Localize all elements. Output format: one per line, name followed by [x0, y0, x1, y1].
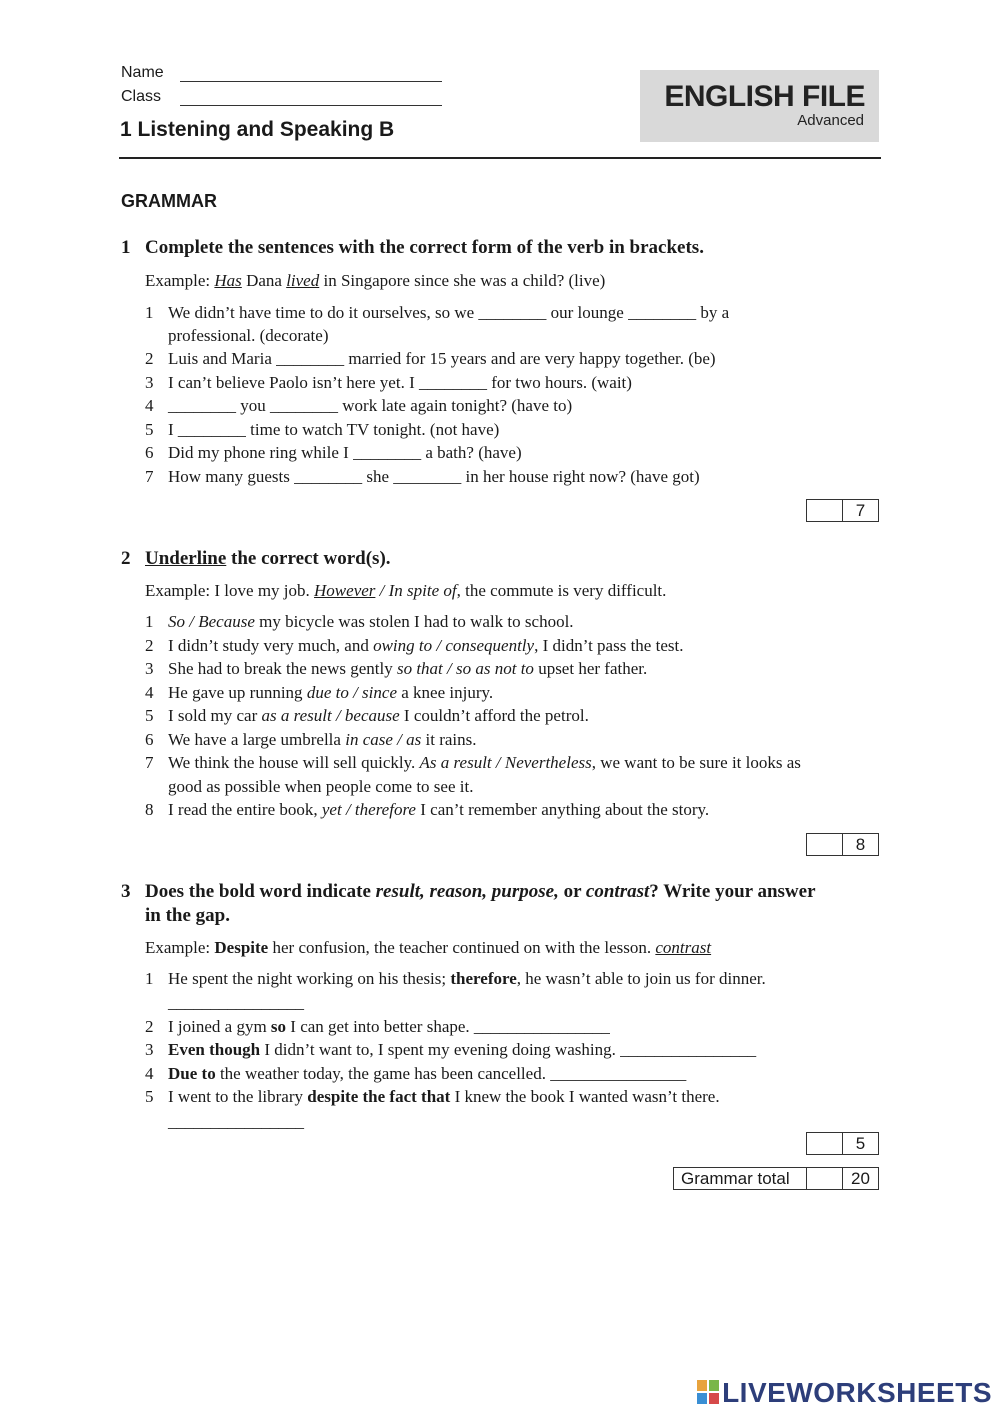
q3-score-max: 5	[842, 1132, 879, 1155]
q2-item-choices[interactable]: So / Because	[168, 612, 255, 631]
q1-instruction: Complete the sentences with the correct form of the verb in brackets.	[145, 237, 704, 258]
q2-item-post: , we want to be sure it looks as	[591, 753, 801, 772]
q1-item-text-continued: professional. (decorate)	[168, 326, 329, 345]
q2-item-pre: I didn’t study very much, and	[168, 636, 374, 655]
q2-item-pre: She had to break the news gently	[168, 659, 397, 678]
q1-item-number: 2	[145, 349, 154, 368]
q3-item-number: 4	[145, 1064, 154, 1083]
q2-score-max: 8	[842, 833, 879, 856]
q2-item-post: upset her father.	[533, 659, 648, 678]
example-answer: However	[314, 581, 376, 600]
q1-item-number: 1	[145, 303, 154, 322]
q3-item-number: 1	[145, 969, 154, 988]
q2-item-text	[168, 753, 801, 773]
header-divider	[119, 157, 881, 159]
example-mid: Dana	[241, 271, 287, 290]
q3-item-text	[168, 969, 766, 989]
q3-instr-end: ? Write your answer	[649, 881, 816, 902]
example-bold-word: Despite	[214, 938, 269, 957]
q3-instruction	[145, 881, 816, 903]
section-title: GRAMMAR	[121, 191, 217, 211]
example-prefix: Example:	[145, 271, 215, 290]
q2-item-number: 7	[145, 753, 154, 772]
example-sentence: her confusion, the teacher continued on with the lesson.	[268, 938, 656, 957]
q1-example	[145, 271, 605, 291]
q1-item-text[interactable]: I can’t believe Paolo isn’t here yet. I ________ for two hours. (wait)	[168, 373, 632, 392]
q2-item-number: 3	[145, 659, 154, 678]
example-answer: contrast	[655, 938, 712, 957]
example-answer-2: lived	[286, 271, 320, 290]
q3-item-number: 2	[145, 1017, 154, 1036]
q2-item-pre: I sold my car	[168, 706, 262, 725]
q2-item-pre: I read the entire book,	[168, 800, 322, 819]
q3-item-number: 5	[145, 1087, 154, 1106]
q1-item-text[interactable]: We didn’t have time to do it ourselves, so we ________ our lounge ________ by a	[168, 303, 730, 322]
q3-item-pre: He spent the night working on his thesis;	[168, 969, 451, 988]
name-field-line[interactable]	[180, 81, 442, 82]
page-title: 1 Listening and Speaking B	[120, 118, 395, 141]
q2-item-text	[168, 683, 493, 703]
q2-item-choices[interactable]: so that / so as not to	[396, 659, 534, 678]
q2-item-text	[168, 730, 477, 750]
q1-score-max: 7	[842, 499, 879, 522]
english-file-logo	[640, 70, 879, 142]
q2-item-post: I couldn’t afford the petrol.	[399, 706, 589, 725]
example-suffix: in Singapore since she was a child? (live)	[319, 271, 606, 290]
example-answer-1: Has	[214, 271, 242, 290]
q3-item-text[interactable]	[168, 1040, 756, 1060]
example-prefix: Example: I love my job.	[145, 581, 315, 600]
q3-answer-gap[interactable]: ________________	[168, 993, 304, 1012]
q1-item-text[interactable]: ________ you ________ work late again tonight? (have to)	[168, 396, 573, 415]
q1-item-text[interactable]: I ________ time to watch TV tonight. (not have)	[168, 420, 500, 439]
q3-item-post: I didn’t want to, I spent my evening doing washing. ________________	[260, 1040, 757, 1059]
q2-item-text	[168, 612, 574, 632]
q2-item-choices[interactable]: as a result / because	[261, 706, 400, 725]
q1-item-number: 3	[145, 373, 154, 392]
q2-instruction-rest: the correct word(s).	[226, 548, 391, 569]
q2-item-post: it rains.	[421, 730, 477, 749]
q2-item-post: a knee injury.	[396, 683, 494, 702]
q2-item-text	[168, 800, 709, 820]
q1-item-text[interactable]: Luis and Maria ________ married for 15 years and are very happy together. (be)	[168, 349, 716, 368]
q3-instruction-continued: in the gap.	[145, 905, 230, 926]
q2-example	[145, 581, 666, 601]
class-label: Class	[121, 88, 162, 105]
q2-item-choices[interactable]: due to / since	[306, 683, 397, 702]
example-suffix: , the commute is very difficult.	[456, 581, 667, 600]
logo-sub-text: Advanced	[797, 112, 864, 129]
q2-item-pre: He gave up running	[168, 683, 307, 702]
q2-item-number: 2	[145, 636, 154, 655]
liveworksheets-text: LIVEWORKSHEETS	[722, 1377, 992, 1408]
q2-item-number: 1	[145, 612, 154, 631]
q1-item-text[interactable]: How many guests ________ she ________ in her house right now? (have got)	[168, 467, 700, 486]
grammar-total-max: 20	[842, 1167, 879, 1190]
q3-item-post: , he wasn’t able to join us for dinner.	[516, 969, 766, 988]
q1-item-text[interactable]: Did my phone ring while I ________ a bath? (have)	[168, 443, 522, 462]
q3-item-post: I knew the book I wanted wasn’t there.	[450, 1087, 720, 1106]
q2-instruction	[145, 548, 391, 570]
q3-score-input[interactable]	[806, 1132, 843, 1155]
name-label: Name	[121, 64, 164, 81]
q2-instruction-underline: Underline	[145, 548, 227, 569]
q3-instr-options: result, reason, purpose,	[375, 881, 559, 902]
class-field-line[interactable]	[180, 105, 442, 106]
q3-item-bold: so	[270, 1017, 287, 1036]
q2-item-text	[168, 636, 683, 656]
q2-item-pre: We have a large umbrella	[168, 730, 346, 749]
q2-item-post: my bicycle was stolen I had to walk to school.	[254, 612, 574, 631]
q3-item-bold: Due to	[168, 1064, 216, 1083]
q3-instr-part: Does the bold word indicate	[145, 881, 376, 902]
q2-item-pre: We think the house will sell quickly.	[168, 753, 420, 772]
grammar-total-input[interactable]	[806, 1167, 843, 1190]
q3-item-bold: despite the fact that	[307, 1087, 451, 1106]
q3-number: 3	[121, 881, 131, 902]
example-option: / In spite of	[375, 581, 457, 600]
grammar-total-label: Grammar total	[673, 1167, 807, 1190]
q3-item-bold: Even though	[168, 1040, 261, 1059]
q2-item-post: I can’t remember anything about the story.	[415, 800, 710, 819]
q2-item-number: 5	[145, 706, 154, 725]
q2-item-choices[interactable]: owing to / consequently	[373, 636, 535, 655]
q1-item-number: 4	[145, 396, 154, 415]
q3-answer-gap[interactable]: ________________	[168, 1112, 304, 1131]
q2-item-choices[interactable]: in case / as	[345, 730, 422, 749]
logo-main-text: ENGLISH FILE	[664, 80, 865, 113]
q3-item-post: the weather today, the game has been cancelled. ________________	[215, 1064, 687, 1083]
q1-item-number: 7	[145, 467, 154, 486]
example-prefix: Example:	[145, 938, 215, 957]
q2-item-choices[interactable]: yet / therefore	[321, 800, 416, 819]
q2-item-choices[interactable]: As a result / Nevertheless	[419, 753, 592, 772]
q3-item-post: I can get into better shape. ________________	[286, 1017, 610, 1036]
liveworksheets-icon	[696, 1379, 720, 1405]
q3-instr-contrast: contrast	[585, 881, 650, 902]
q2-item-number: 6	[145, 730, 154, 749]
q2-item-number: 4	[145, 683, 154, 702]
q2-number: 2	[121, 548, 131, 569]
q3-item-bold: therefore	[450, 969, 517, 988]
q1-item-number: 5	[145, 420, 154, 439]
q1-score-input[interactable]	[806, 499, 843, 522]
q3-instr-or: or	[558, 881, 586, 902]
q1-number: 1	[121, 237, 131, 258]
q3-item-text[interactable]	[168, 1064, 686, 1084]
q2-item-text	[168, 659, 647, 679]
q1-item-number: 6	[145, 443, 154, 462]
q3-item-text	[168, 1087, 720, 1107]
q3-example	[145, 938, 711, 958]
q3-item-number: 3	[145, 1040, 154, 1059]
q3-item-pre: I joined a gym	[168, 1017, 271, 1036]
q2-item-post: , I didn’t pass the test.	[534, 636, 684, 655]
q2-item-text	[168, 706, 589, 726]
q2-score-input[interactable]	[806, 833, 843, 856]
q2-item-text-continued: good as possible when people come to see it.	[168, 777, 474, 796]
q3-item-pre: I went to the library	[168, 1087, 308, 1106]
q3-item-text[interactable]	[168, 1017, 610, 1037]
q2-item-number: 8	[145, 800, 154, 819]
liveworksheets-logo	[696, 1377, 992, 1409]
